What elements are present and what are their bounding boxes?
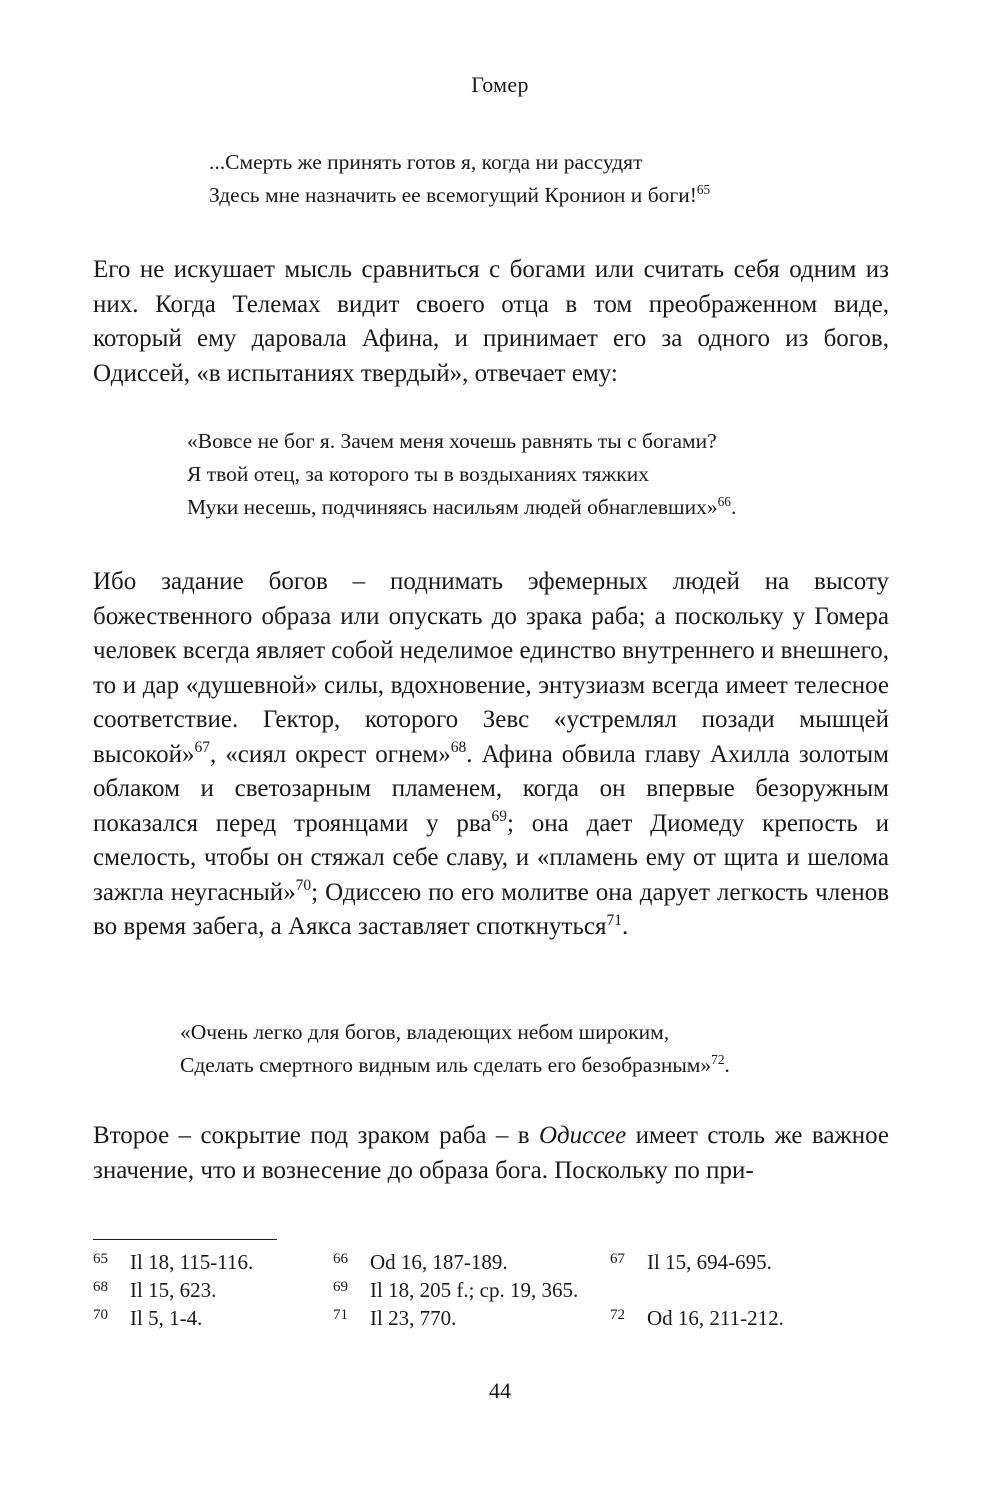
work-title-italic: Одиссее xyxy=(538,1122,627,1149)
footnote-number: 72 xyxy=(610,1307,625,1323)
verse-line-with-note xyxy=(180,1049,730,1082)
footnote-66 xyxy=(333,1248,508,1279)
text-run: . xyxy=(621,913,629,940)
footnote-text: Il 18, 115-116. xyxy=(130,1250,254,1274)
footnote-divider xyxy=(93,1239,277,1240)
verse-end-punct: . xyxy=(730,495,737,519)
paragraph-text xyxy=(93,1119,889,1188)
footnote-ref-72[interactable]: 72 xyxy=(711,1052,725,1068)
text-run: , «сиял окрест огнем» xyxy=(209,740,451,768)
footnote-text: Il 15, 623. xyxy=(130,1278,217,1302)
footnote-67 xyxy=(610,1248,772,1279)
footnote-text: Il 18, 205 f.; ср. 19, 365. xyxy=(370,1278,579,1302)
text-run: ; она дает Диомеду крепость и смелость, чтобы он стяжал себе славу, и «пламень ему от щита и шелома зажгла неугасный» xyxy=(93,809,889,906)
footnote-text: Od 16, 211-212. xyxy=(647,1306,784,1330)
text-run: ; Одиссею по его молитве она дарует легкость членов во время забега, а Аякса заставляет споткнуться xyxy=(93,878,890,940)
footnote-number: 71 xyxy=(333,1307,348,1323)
footnote-number: 65 xyxy=(93,1251,108,1267)
footnote-ref-71[interactable]: 71 xyxy=(606,911,622,929)
verse-line: Я твой отец, за которого ты в воздыханиях тяжких xyxy=(187,462,649,486)
footnote-text: Il 23, 770. xyxy=(370,1306,457,1330)
footnote-number: 68 xyxy=(93,1279,108,1295)
paragraph-2 xyxy=(93,565,889,945)
verse-line-with-note xyxy=(187,491,736,524)
footnote-number: 70 xyxy=(93,1307,108,1323)
footnote-ref-67[interactable]: 67 xyxy=(194,739,210,757)
paragraph-text: Его не искушает мысль сравниться с богами или считать себя одним из них. Когда Телемах видит своего отца в том преображенном виде, который ему даровала Афина, и принимает его за одного из богов, Одиссей, «в испытаниях твердый», отвечает ему: xyxy=(93,256,889,387)
verse-line-with-note xyxy=(209,179,710,212)
verse-line: «Очень легко для богов, владеющих небом широким, xyxy=(180,1020,670,1044)
verse-line: «Вовсе не бог я. Зачем меня хочешь равнять ты с богами? xyxy=(187,429,717,453)
paragraph-1 xyxy=(93,253,889,391)
footnote-number: 67 xyxy=(610,1251,625,1267)
footnote-ref-66[interactable]: 66 xyxy=(717,494,731,510)
footnote-ref-68[interactable]: 68 xyxy=(450,739,467,757)
footnote-text: Il 15, 694-695. xyxy=(647,1250,772,1274)
footnote-70 xyxy=(93,1304,203,1335)
footnote-text: Il 5, 1-4. xyxy=(130,1306,203,1330)
footnote-text: Od 16, 187-189. xyxy=(370,1250,508,1274)
footnote-69 xyxy=(333,1276,579,1307)
verse-end-punct: . xyxy=(724,1053,730,1077)
verse-line: Здесь мне назначить ее всемогущий Кронион и боги! xyxy=(209,183,697,207)
footnote-ref-65[interactable]: 65 xyxy=(696,182,711,198)
footnote-ref-69[interactable]: 69 xyxy=(491,808,507,826)
running-head: Гомер xyxy=(471,72,529,97)
text-run: . Афина обвила главу Ахилла золотым облаком и светозарным пламенем, когда он впервые безоружным показался перед троянцами у рва xyxy=(93,740,889,837)
verse-quote-2 xyxy=(187,425,736,524)
verse-line: Муки несешь, подчиняясь насильям людей обнаглевших» xyxy=(187,495,718,519)
footnote-68 xyxy=(93,1276,217,1307)
footnote-number: 66 xyxy=(333,1251,348,1267)
verse-line: ...Смерть же принять готов я, когда ни рассудят xyxy=(209,150,643,174)
verse-line: Сделать смертного видным иль сделать его безобразным» xyxy=(180,1053,712,1077)
text-run: Второе – сокрытие под зраком раба – в xyxy=(93,1122,539,1149)
verse-quote-1 xyxy=(209,146,710,212)
text-run: имеет столь же важное значение, что и вознесение до образа бога. Поскольку по при- xyxy=(93,1122,889,1184)
text-run: Ибо задание богов – поднимать эфемерных людей на высоту божественного образа или опускать до зрака раба; а поскольку у Гомера человек всегда являет собой неделимое единство внутреннего и внешнего, то и дар «душевной» силы, вдохновение, энтузиазм всегда имеет телесное соответствие. Гектор, которого Зевс «устремлял позади мышцей высокой» xyxy=(93,568,889,768)
paragraph-text xyxy=(93,565,889,945)
footnote-number: 69 xyxy=(333,1279,348,1295)
verse-quote-3 xyxy=(180,1016,730,1082)
paragraph-3 xyxy=(93,1119,889,1188)
footnote-72 xyxy=(610,1304,784,1335)
footnote-ref-70[interactable]: 70 xyxy=(295,877,312,895)
footnote-65 xyxy=(93,1248,254,1279)
footnote-71 xyxy=(333,1304,457,1335)
page-number: 44 xyxy=(489,1378,511,1403)
